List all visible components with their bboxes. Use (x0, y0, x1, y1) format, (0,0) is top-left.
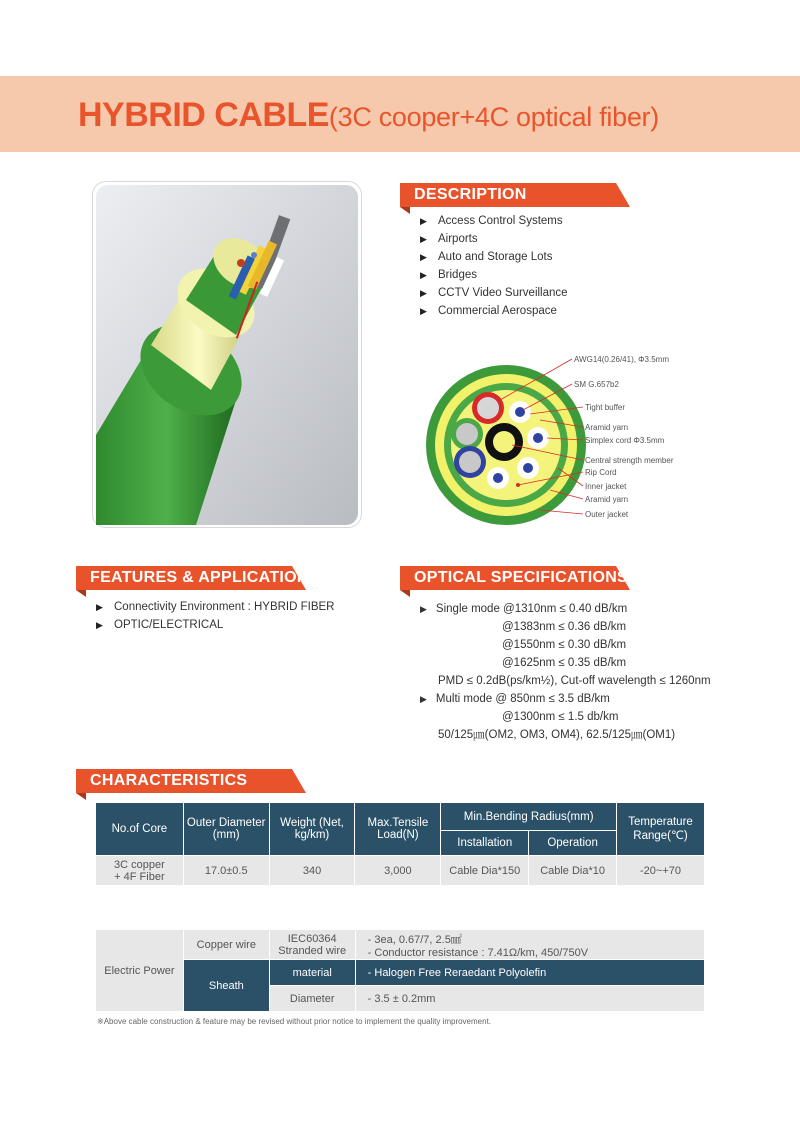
title-sub: (3C cooper+4C optical fiber) (328, 102, 659, 132)
diagram-label: Tight buffer (585, 403, 626, 412)
electric-table (95, 929, 705, 1012)
electric-power-label: Electric Power (96, 930, 184, 1012)
triangle-bullet-icon: ▶ (420, 604, 427, 614)
description-list (420, 212, 568, 320)
cell-installation: Cable Dia*150 (441, 856, 529, 886)
sm-1625-row: @1625nm ≤ 0.35 dB/km (502, 657, 627, 669)
material-value: - Halogen Free Reraedant Polyolefin (355, 960, 704, 986)
triangle-bullet-icon: ▶ (96, 602, 103, 612)
features-list (96, 598, 335, 634)
mm-types-row: 50/125㎛(OM2, OM3, OM4), 62.5/125㎛(OM1) (438, 729, 676, 741)
list-item: ▶ Bridges (420, 266, 568, 284)
diagram-label: Outer jacket (585, 510, 629, 519)
header-weight: Weight (Net, kg/km) (269, 803, 355, 856)
diameter-label: Diameter (269, 986, 355, 1012)
header-bending: Min.Bending Radius(mm) (441, 803, 617, 831)
header-outer-diameter: Outer Diameter (mm) (183, 803, 269, 856)
header-core: No.of Core (96, 803, 184, 856)
cell-weight: 340 (269, 856, 355, 886)
list-item: ▶ Access Control Systems (420, 212, 568, 230)
diagram-label: Aramid yarn (585, 495, 629, 504)
characteristics-heading: CHARACTERISTICS (76, 769, 306, 793)
triangle-bullet-icon: ▶ (420, 216, 427, 226)
copper-wire-label: Copper wire (183, 930, 269, 960)
cell-operation: Cable Dia*10 (529, 856, 617, 886)
cell-temperature: -20~+70 (617, 856, 705, 886)
cross-section-diagram (420, 350, 720, 530)
triangle-bullet-icon: ▶ (96, 620, 103, 630)
pmd-row: PMD ≤ 0.2dB(ps/km½), Cut-off wavelength ≤ 1260nm (438, 675, 711, 687)
diagram-label: Central strength member (585, 456, 674, 465)
triangle-bullet-icon: ▶ (420, 252, 427, 262)
diagram-label: Inner jacket (585, 482, 627, 491)
list-item: ▶ CCTV Video Surveillance (420, 284, 568, 302)
header-tensile: Max.Tensile Load(N) (355, 803, 441, 856)
list-item: ▶ OPTIC/ELECTRICAL (96, 616, 335, 634)
characteristics-table (95, 802, 705, 886)
diagram-label: Aramid yarn (585, 423, 629, 432)
mm-1300-row: @1300nm ≤ 1.5 db/km (502, 711, 619, 723)
footnote: ※Above cable construction & feature may be revised without prior notice to implement the quality improvement. (97, 1017, 492, 1026)
copper-standard: IEC60364 Stranded wire (269, 930, 355, 960)
cell-core: 3C copper + 4F Fiber (96, 856, 184, 886)
table-row (96, 856, 705, 886)
header-temperature: Temperature Range(℃) (617, 803, 705, 856)
title-main: HYBRID CABLE (78, 96, 329, 134)
list-item: ▶ Commercial Aerospace (420, 302, 568, 320)
material-label: material (269, 960, 355, 986)
cell-tensile: 3,000 (355, 856, 441, 886)
optical-heading: OPTICAL SPECIFICATIONS (400, 566, 630, 590)
triangle-bullet-icon: ▶ (420, 306, 427, 316)
page-title (78, 96, 659, 135)
features-heading: FEATURES & APPLICATIONS (76, 566, 306, 590)
single-mode-row: ▶ Single mode @1310nm ≤ 0.40 dB/km (420, 603, 628, 615)
diagram-label: Rip Cord (585, 468, 617, 477)
diagram-label: Simplex cord Φ3.5mm (585, 436, 665, 445)
diagram-label: AWG14(0.26/41), Φ3.5mm (574, 355, 670, 364)
header-operation: Operation (529, 831, 617, 856)
description-heading: DESCRIPTION (400, 183, 630, 207)
sm-1550-row: @1550nm ≤ 0.30 dB/km (502, 639, 627, 651)
list-item: ▶ Connectivity Environment : HYBRID FIBER (96, 598, 335, 616)
triangle-bullet-icon: ▶ (420, 288, 427, 298)
triangle-bullet-icon: ▶ (420, 234, 427, 244)
list-item: ▶ Auto and Storage Lots (420, 248, 568, 266)
triangle-bullet-icon: ▶ (420, 694, 427, 704)
sm-1383-row: @1383nm ≤ 0.36 dB/km (502, 621, 627, 633)
cell-outer-diameter: 17.0±0.5 (183, 856, 269, 886)
triangle-bullet-icon: ▶ (420, 270, 427, 280)
list-item: ▶ Airports (420, 230, 568, 248)
diameter-value: - 3.5 ± 0.2mm (355, 986, 704, 1012)
sheath-label: Sheath (183, 960, 269, 1012)
diagram-label: SM G.657b2 (574, 380, 619, 389)
header-installation: Installation (441, 831, 529, 856)
copper-values: - 3ea, 0.67/7, 2.5㎟ - Conductor resistance : 7.41Ω/km, 450/750V (355, 930, 704, 960)
cable-photo (92, 181, 362, 528)
multi-mode-row: ▶ Multi mode @ 850nm ≤ 3.5 dB/km (420, 693, 610, 705)
